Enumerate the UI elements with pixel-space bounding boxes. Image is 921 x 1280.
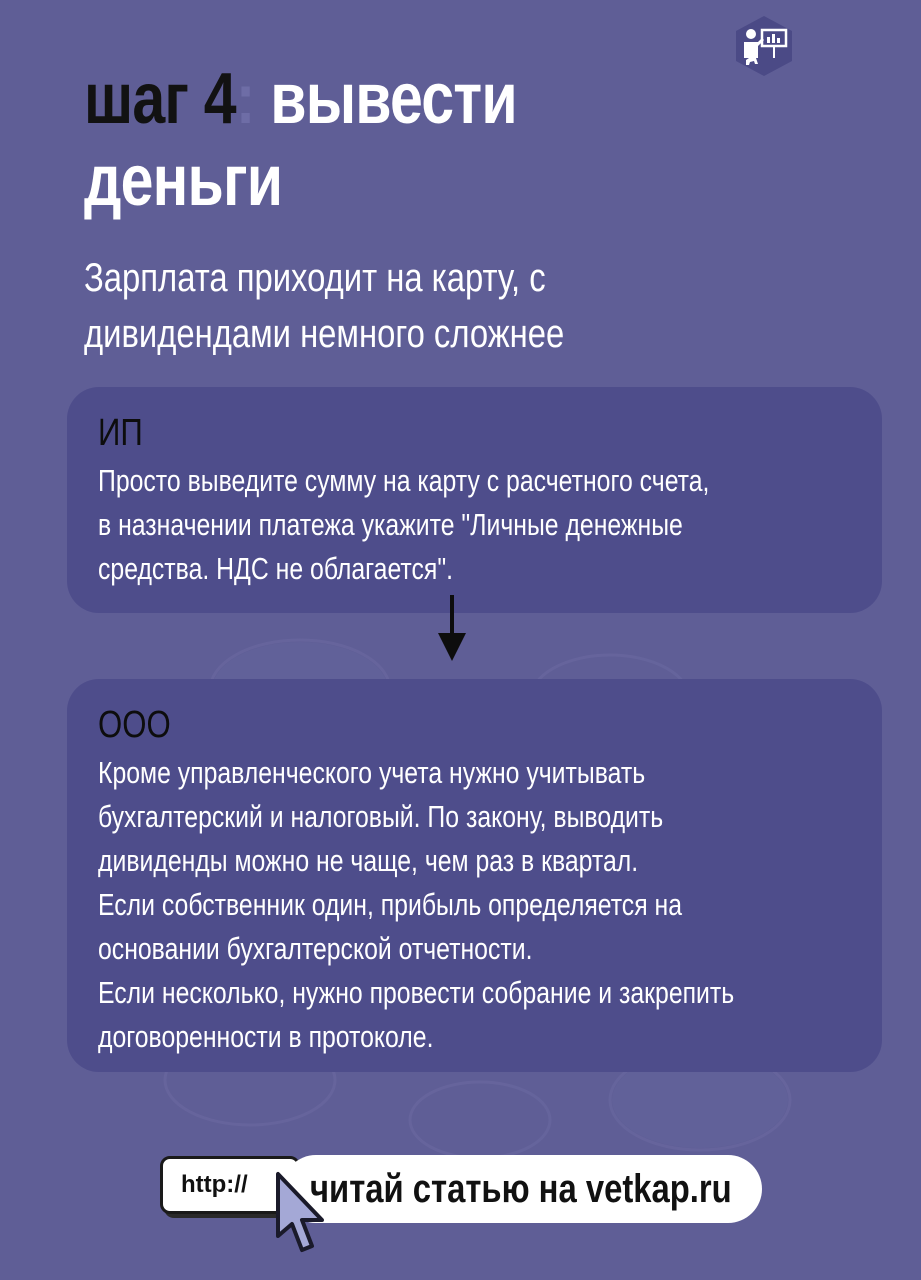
title-action-line2: деньги — [84, 141, 283, 221]
read-article-link[interactable] — [282, 1155, 762, 1223]
card-text-line: Если несколько, нужно провести собрание и закрепить — [98, 975, 735, 1010]
card-title: ООО — [98, 704, 171, 746]
title-colon: : — [235, 59, 255, 139]
card-text-line: бухгалтерский и налоговый. По закону, выводить — [98, 799, 664, 834]
subtitle — [84, 250, 658, 362]
ooo-info-card — [67, 679, 882, 1072]
cta-label: читай статью на vetkap.ru — [310, 1167, 732, 1211]
card-text-line: Если собственник один, прибыль определяется на — [98, 887, 682, 922]
card-text-line: Кроме управленческого учета нужно учитывать — [98, 755, 646, 790]
page-title — [84, 58, 592, 222]
ip-info-card — [67, 387, 882, 613]
mouse-cursor-icon — [272, 1170, 330, 1256]
card-text-line: Просто выведите сумму на карту с расчетного счета, — [98, 463, 710, 498]
http-label: http:// — [181, 1171, 248, 1198]
card-text — [98, 459, 818, 591]
title-action-line1: вывести — [270, 59, 517, 139]
card-text-line: основании бухгалтерской отчетности. — [98, 931, 533, 966]
card-text-line: средства. НДС не облагается". — [98, 551, 454, 586]
vet-presentation-logo-icon — [732, 14, 796, 78]
subtitle-line: дивидендами немного сложнее — [84, 312, 565, 356]
title-step-word: шаг — [84, 59, 189, 139]
card-text-line: дивиденды можно не чаще, чем раз в квартал. — [98, 843, 639, 878]
title-step-number: 4 — [203, 59, 236, 139]
card-text — [98, 751, 818, 1059]
card-text-line: договоренности в протоколе. — [98, 1019, 434, 1054]
arrow-down-icon — [433, 593, 471, 663]
subtitle-line: Зарплата приходит на карту, с — [84, 256, 546, 300]
card-text-line: в назначении платежа укажите "Личные денежные — [98, 507, 683, 542]
card-title: ИП — [98, 412, 143, 454]
